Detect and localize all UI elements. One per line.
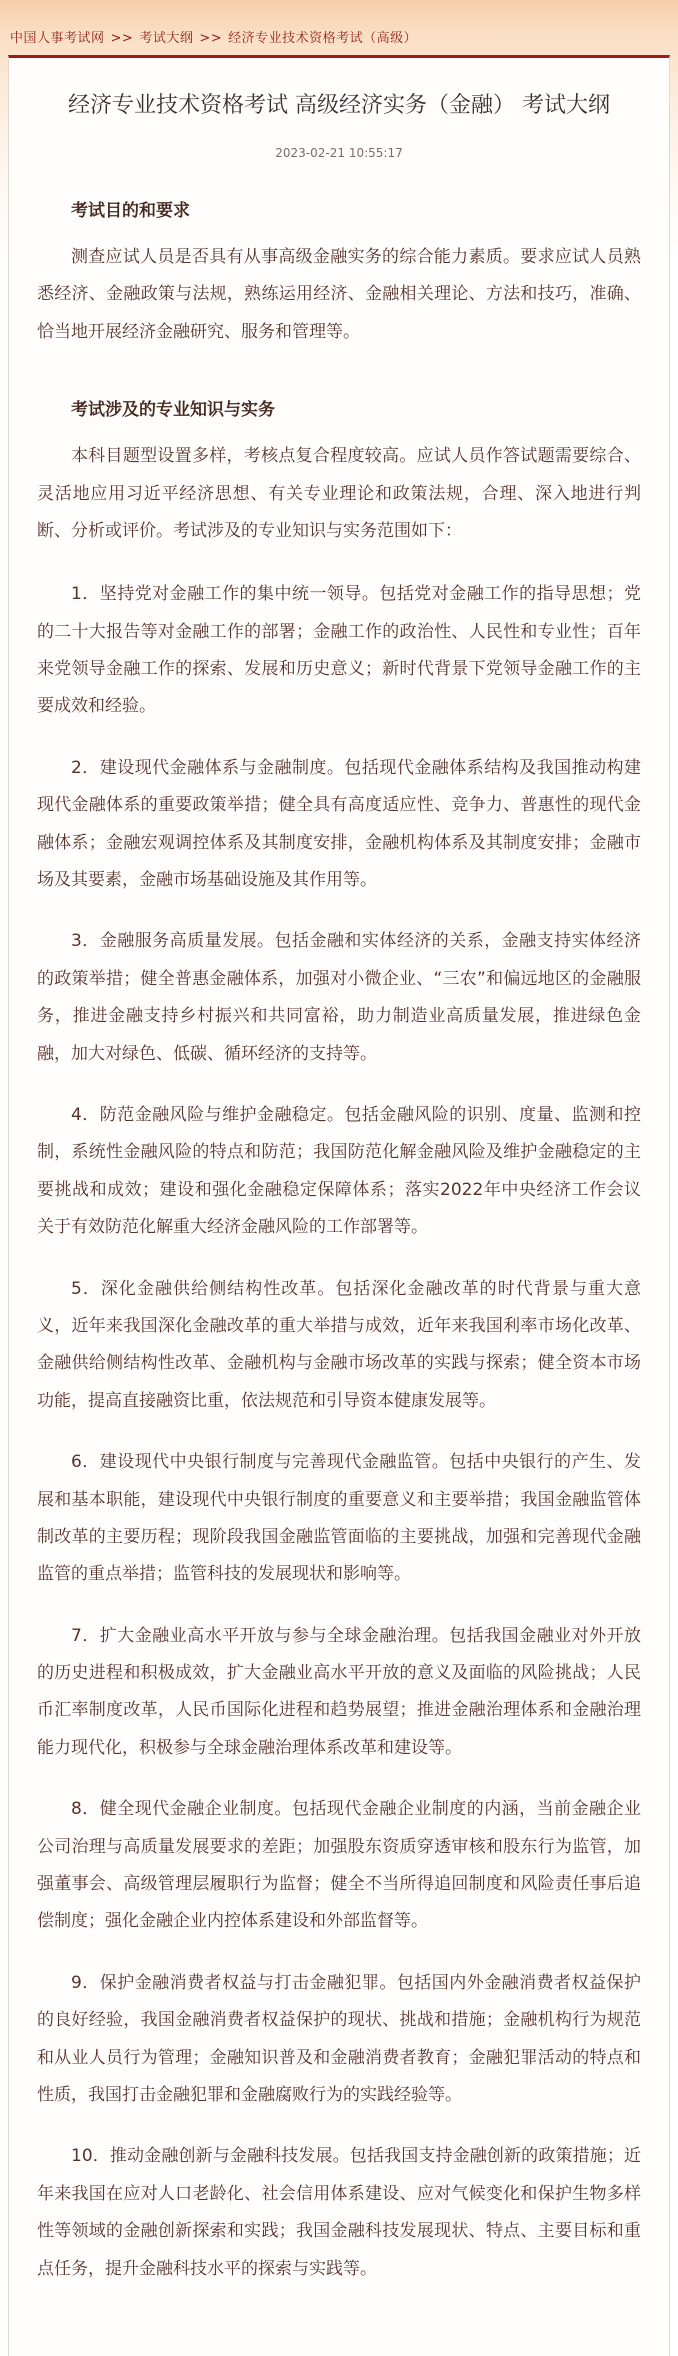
syllabus-item-7: 7．扩大金融业高水平开放与参与全球金融治理。包括我国金融业对外开放的历史进程和积极成效，扩大金融业高水平开放的意义及面临的风险挑战；人民币汇率制度改革，人民币国际化进程和趋势展望；推进金融治理体系和金融治理能力现代化，积极参与全球金融治理体系改革和建设等。 <box>37 1625 641 1758</box>
syllabus-item-5: 5．深化金融供给侧结构性改革。包括深化金融改革的时代背景与重大意义，近年来我国深化金融改革的重大举措与成效，近年来我国利率市场化改革、金融供给侧结构性改革、金融机构与金融市场改革的实践与探索；健全资本市场功能，提高直接融资比重，依法规范和引导资本健康发展等。 <box>37 1278 641 1411</box>
syllabus-item-4: 4．防范金融风险与维护金融稳定。包括金融风险的识别、度量、监测和控制，系统性金融风险的特点和防范；我国防范化解金融风险及维护金融稳定的主要挑战和成效；建设和强化金融稳定保障体系；落实2022年中央经济工作会议关于有效防范化解重大经济金融风险的工作部署等。 <box>37 1105 641 1238</box>
page-title: 经济专业技术资格考试 高级经济实务（金融） 考试大纲 <box>68 93 610 118</box>
breadcrumb-link-exam-outline[interactable]: 考试大纲 <box>139 31 194 46</box>
breadcrumb <box>0 0 678 55</box>
section-purpose-paragraph: 测查应试人员是否具有从事高级金融实务的综合能力素质。要求应试人员熟悉经济、金融政策与法规，熟练运用经济、金融相关理论、方法和技巧，准确、恰当地开展经济金融研究、服务和管理等。 <box>37 246 641 342</box>
section-scope-intro-paragraph: 本科目题型设置多样，考核点复合程度较高。应试人员作答试题需要综合、灵活地应用习近平经济思想、有关专业理论和政策法规，合理、深入地进行判断、分析或评价。考试涉及的专业知识与实务范围如下： <box>37 446 641 541</box>
syllabus-item-8: 8．健全现代金融企业制度。包括现代金融企业制度的内涵，当前金融企业公司治理与高质量发展要求的差距；加强股东资质穿透审核和股东行为监管，加强董事会、高级管理层履职行为监督；健全不当所得追回制度和风险责任事后追偿制度；强化金融企业内控体系建设和外部监督等。 <box>37 1799 641 1932</box>
breadcrumb-link-home[interactable]: 中国人事考试网 <box>10 31 105 46</box>
syllabus-item-1: 1．坚持党对金融工作的集中统一领导。包括党对金融工作的指导思想；党的二十大报告等对金融工作的部署；金融工作的政治性、人民性和专业性；百年来党领导金融工作的探索、发展和历史意义；新时代背景下党领导金融工作的主要成效和经验。 <box>37 584 641 717</box>
section-heading-purpose: 考试目的和要求 <box>71 200 190 221</box>
publish-date: 2023-02-21 10:55:17 <box>275 145 403 160</box>
syllabus-item-3: 3．金融服务高质量发展。包括金融和实体经济的关系，金融支持实体经济的政策举措；健全普惠金融体系，加强对小微企业、“三农”和偏远地区的金融服务，推进金融支持乡村振兴和共同富裕，助力制造业高质量发展，推进绿色金融，加大对绿色、低碳、循环经济的支持等。 <box>37 931 641 1064</box>
syllabus-item-2: 2．建设现代金融体系与金融制度。包括现代金融体系结构及我国推动构建现代金融体系的重要政策举措；健全具有高度适应性、竞争力、普惠性的现代金融体系；金融宏观调控体系及其制度安排，金融机构体系及其制度安排；金融市场及其要素，金融市场基础设施及其作用等。 <box>37 757 641 891</box>
breadcrumb-separator: >> <box>110 31 134 46</box>
section-heading-scope: 考试涉及的专业知识与实务 <box>71 399 275 420</box>
syllabus-item-10: 10．推动金融创新与金融科技发展。包括我国支持金融创新的政策措施；近年来我国在应对人口老龄化、社会信用体系建设、应对气候变化和保护生物多样性等领域的金融创新探索和实践；我国金融科技发展现状、特点、主要目标和重点任务，提升金融科技水平的探索与实践等。 <box>37 2146 641 2279</box>
syllabus-item-9: 9．保护金融消费者权益与打击金融犯罪。包括国内外金融消费者权益保护的良好经验，我国金融消费者权益保护的现状、挑战和措施；金融机构行为规范和从业人员行为管理；金融知识普及和金融消费者教育；金融犯罪活动的特点和性质，我国打击金融犯罪和金融腐败行为的实践经验等。 <box>37 1972 641 2105</box>
breadcrumb-separator: >> <box>199 31 223 46</box>
breadcrumb-current-page: 经济专业技术资格考试（高级） <box>228 31 418 46</box>
syllabus-item-6: 6．建设现代中央银行制度与完善现代金融监管。包括中央银行的产生、发展和基本职能，建设现代中央银行制度的重要意义和主要举措；我国金融监管体制改革的主要历程；现阶段我国金融监管面临的主要挑战，加强和完善现代金融监管的重点举措；监管科技的发展现状和影响等。 <box>37 1452 641 1585</box>
article-container <box>8 55 670 2356</box>
